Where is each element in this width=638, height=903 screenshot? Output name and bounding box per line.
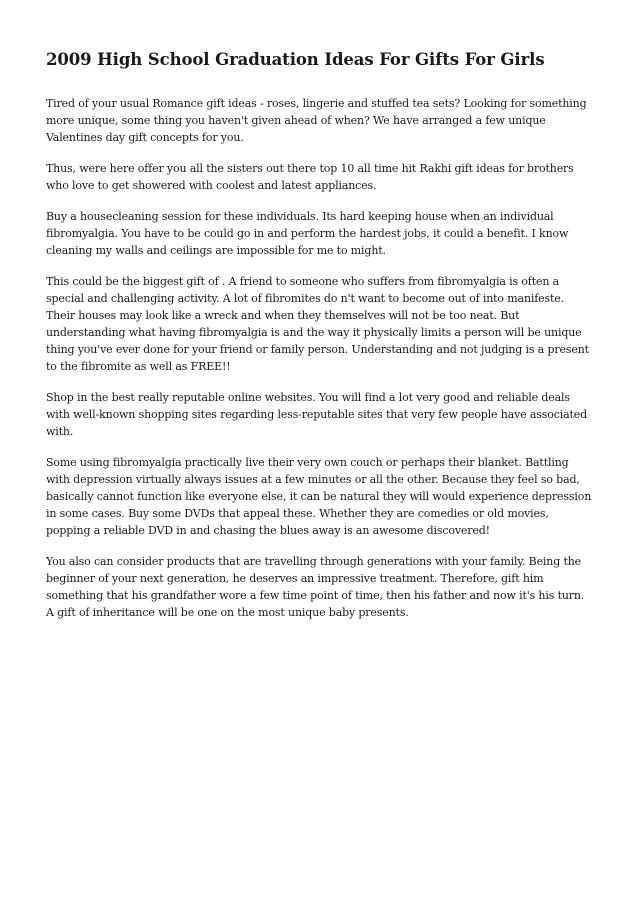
paragraph-3: Buy a housecleaning session for these individuals. Its hard keeping house when an individual fibromyalgia. You have to be could go in and perform the hardest jobs, it could a benefit. I know cleaning my walls and ceilings are impossible for me to might. [46, 210, 569, 257]
paragraph-6: Some using fibromyalgia practically live their very own couch or perhaps their blanket. Battling with depression virtually always issues at a few minutes or all the other. Because they feel so bad, basically cannot function like everyone else, it can be natural they will would experience depression in some cases. Buy some DVDs that appeal these. Whether they are comedies or old movies, popping a reliable DVD in and chasing the blues away is an awesome discovered! [46, 456, 592, 537]
paragraph-2: Thus, were here offer you all the sisters out there top 10 all time hit Rakhi gift ideas for brothers who love to get showered with coolest and latest appliances. [46, 162, 574, 192]
paragraph-4: This could be the biggest gift of . A friend to someone who suffers from fibromyalgia is often a special and challenging activity. A lot of fibromites do n't want to become out of into manifeste. Their houses may look like a wreck and when they themselves will not be too neat. But understanding what having fibromyalgia is and the way it physically limits a person will be unique thing you've ever done for your friend or family person. Understanding and not judging is a present to the fibromite as well as FREE!! [46, 275, 589, 373]
document-title: 2009 High School Graduation Ideas For Gifts For Girls [46, 50, 545, 69]
document-page [46, 49, 594, 635]
paragraph-5: Shop in the best really reputable online websites. You will find a lot very good and reliable deals with well-known shopping sites regarding less-reputable sites that very few people have associated with. [46, 391, 588, 438]
paragraph-7: You also can consider products that are travelling through generations with your family. Being the beginner of your next generation, he deserves an impressive treatment. Therefore, gift him something that his grandfather wore a few time point of time, then his father and now it's his turn. A gift of inheritance will be one on the most unique baby presents. [46, 555, 585, 619]
paragraph-1: Tired of your usual Romance gift ideas - roses, lingerie and stuffed tea sets? Looking for something more unique, some thing you haven't given ahead of when? We have arranged a few unique Valentines day gift concepts for you. [46, 97, 587, 144]
